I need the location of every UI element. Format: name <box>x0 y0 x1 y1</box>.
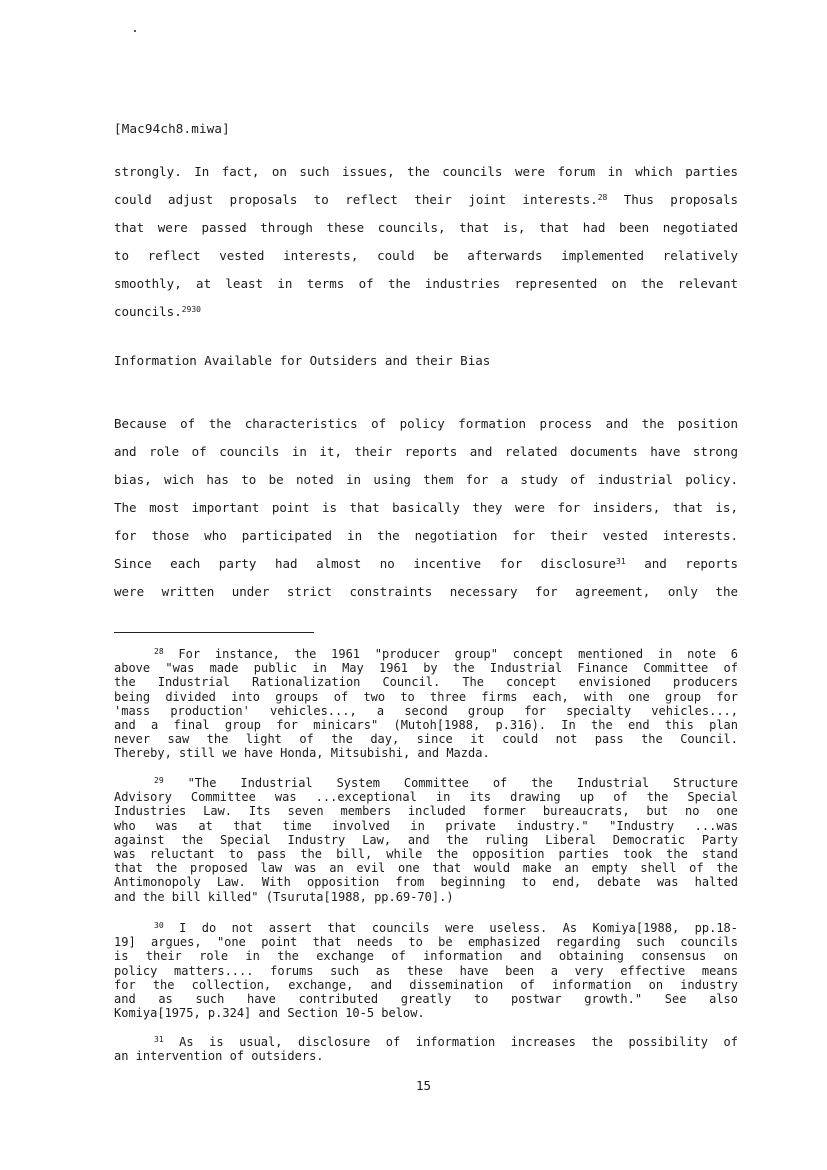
footnote-line: the Industrial Rationalization Council. The concept envisioned producers <box>114 675 738 690</box>
text-line: for those who participated in the negotiation for their vested interests. <box>114 528 738 543</box>
footnote-line: Thereby, still we have Honda, Mitsubishi, and Mazda. <box>114 746 490 761</box>
footnote-line: above "was made public in May 1961 by the Industrial Finance Committee of <box>114 661 738 676</box>
text-line: to reflect vested interests, could be afterwards implemented relatively <box>114 248 738 263</box>
text-line: bias, wich has to be noted in using them for a study of industrial policy. <box>114 472 738 487</box>
footnote-separator <box>114 632 314 633</box>
footnote-line: and the bill killed" (Tsuruta[1988, pp.69-70].) <box>114 889 454 904</box>
section-heading: Information Available for Outsiders and their Bias <box>114 353 491 368</box>
footnote-line: being divided into groups of two to three firms each, with one group for <box>114 689 738 704</box>
footnote-line: who was at that time involved in private industry." "Industry ...was <box>114 818 738 833</box>
footnote-marker: 28 <box>154 647 164 656</box>
footnote-line: was reluctant to pass the bill, while the opposition parties took the stand <box>114 846 738 861</box>
footnote-line: that the proposed law was an evil one that would make an empty shell of the <box>114 861 738 876</box>
footnote-28: $^{28}$ For instance, the 1961 "producer group" concept mentioned in note 6 above "was made public in May 1961 by the Industrial Finance Committee of the Industrial Rationalization Council. The concept envisioned producers being divided into groups of two to three firms each, with one group for 'mass production' vehicles..., a second group for specialty vehicles..., and a final group for minicars" (Mutoh[1988, p.316). In the end this plan never saw the light of the day, since it could not pass the Council. Thereby, still we have Honda, Mitsubishi, and Mazda. <box>114 647 738 761</box>
footnote-line: never saw the light of the day, since it could not pass the Council. <box>114 732 738 747</box>
footnote-line: 19] argues, "one point that needs to be emphasized regarding such councils <box>114 935 738 950</box>
paragraph-main <box>114 410 738 606</box>
footnote-marker: 30 <box>154 921 164 930</box>
footnote-line: an intervention of outsiders. <box>114 1049 324 1064</box>
scan-speck <box>134 30 136 32</box>
footnote-line: against the Special Industry Law, and the ruling Liberal Democratic Party <box>114 832 738 847</box>
footnote-line: Antimonopoly Law. With opposition from beginning to end, debate was halted <box>114 875 738 890</box>
text-line: Because of the characteristics of policy formation process and the position <box>114 416 738 431</box>
text-line: that were passed through these councils, that is, that had been negotiated <box>114 220 738 235</box>
footnote-line: Advisory Committee was ...exceptional in its drawing up of the Special <box>114 790 738 805</box>
text-line: and role of councils in it, their reports and related documents have strong <box>114 444 738 459</box>
footnote-29: $^{29}$ "The Industrial System Committee of the Industrial Structure Advisory Committee was ...exceptional in its drawing up of the Special Industries Law. Its seven members included former bureaucrats, but no one who was at that time involved in private industry." "Industry ...was against the Special Industry Law, and the ruling Liberal Democratic Party was reluctant to pass the bill, while the opposition parties took the stand that the proposed law was an evil one that would make an empty shell of the Antimonopoly Law. With opposition from beginning to end, debate was halted and the bill killed" (Tsuruta[1988, pp.69-70].) <box>114 776 738 904</box>
footnote-line: policy matters.... forums such as these have been a very effective means <box>114 963 738 978</box>
page-number: 15 <box>416 1078 432 1093</box>
footnote-ref-31: 31 <box>616 557 626 566</box>
footnote-31: $^{31}$ As is usual, disclosure of information increases the possibility of an intervention of outsiders. <box>114 1035 738 1064</box>
text-line: were written under strict constraints necessary for agreement, only the <box>114 584 738 599</box>
footnote-line: Industries Law. Its seven members included former bureaucrats, but no one <box>114 804 738 819</box>
footnote-ref-28: 28 <box>597 193 608 202</box>
file-identifier: [Mac94ch8.miwa] <box>114 121 230 136</box>
footnote-line: 'mass production' vehicles..., a second group for specialty vehicles..., <box>114 703 738 718</box>
footnote-line: for the collection, exchange, and dissemination of information on industry <box>114 977 738 992</box>
text-line: strongly. In fact, on such issues, the councils were forum in which parties <box>114 164 738 179</box>
footnote-marker: 29 <box>154 776 164 785</box>
text-line: could adjust proposals to reflect their joint interests.$^{28}$ Thus proposals <box>114 192 738 207</box>
footnote-line: is their role in the exchange of information and obtaining consensus on <box>114 949 738 964</box>
footnote-ref-29-30: 2930 <box>181 305 201 314</box>
paragraph-continuation <box>114 158 738 326</box>
footnote-30: $^{30}$ I do not assert that councils were useless. As Komiya[1988, pp.18- 19] argues, "one point that needs to be emphasized regarding such councils is their role in the exchange of information and obtaining consensus on policy matters.... forums such as these have been a very effective means for the collection, exchange, and dissemination of information on industry and as such have contributed greatly to postwar growth." See also Komiya[1975, p.324] and Section 10-5 below. <box>114 921 738 1021</box>
text-line: The most important point is that basically they were for insiders, that is, <box>114 500 738 515</box>
text-line: councils.$^{2930}$ <box>114 304 201 319</box>
text-line: Since each party had almost no incentive for disclosure$^{31}$ and reports <box>114 556 738 571</box>
footnote-line: and a final group for minicars" (Mutoh[1988, p.316). In the end this plan <box>114 717 738 732</box>
footnote-line: Komiya[1975, p.324] and Section 10-5 below. <box>114 1006 425 1021</box>
text-line: smoothly, at least in terms of the industries represented on the relevant <box>114 276 738 291</box>
footnote-marker: 31 <box>154 1035 164 1044</box>
footnote-line: and as such have contributed greatly to postwar growth." See also <box>114 991 738 1006</box>
